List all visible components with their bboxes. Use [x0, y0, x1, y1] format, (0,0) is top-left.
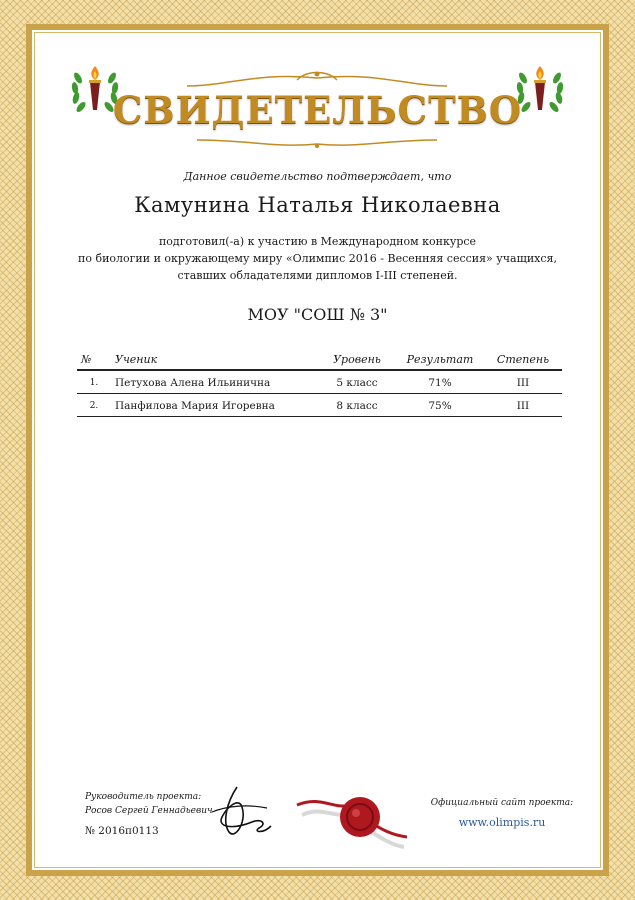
- row-result: 75%: [396, 394, 484, 417]
- description-line: по биологии и окружающему миру «Олимпис 2016 - Весенняя сессия» учащихся,: [78, 252, 557, 265]
- leader-label: Руководитель проекта:: [85, 792, 202, 802]
- row-student: Панфилова Мария Игоревна: [111, 394, 318, 417]
- description: [32, 233, 603, 284]
- row-degree: III: [484, 370, 562, 394]
- header-num: №: [77, 349, 111, 370]
- certificate-title: СВИДЕТЕЛЬСТВО: [112, 88, 523, 132]
- header-level: Уровень: [318, 349, 396, 370]
- site-label: Официальный сайт проекта:: [430, 798, 574, 808]
- confirm-text: Данное свидетельство подтверждает, что: [183, 170, 452, 183]
- recipient-name: Камунина Наталья Николаевна: [134, 193, 501, 217]
- wax-seal-icon: [292, 775, 412, 855]
- row-level: 5 класс: [318, 370, 396, 394]
- official-site-block: [427, 798, 577, 829]
- row-num: 1.: [77, 370, 111, 394]
- certificate-number: № 2016п0113: [85, 825, 159, 837]
- header-degree: Степень: [484, 349, 562, 370]
- table-row: [77, 370, 562, 394]
- certificate-frame: [26, 24, 609, 876]
- row-result: 71%: [396, 370, 484, 394]
- row-degree: III: [484, 394, 562, 417]
- school-name: МОУ "СОШ № 3": [247, 305, 388, 324]
- header-student: Ученик: [111, 349, 318, 370]
- site-link[interactable]: www.olimpis.ru: [458, 816, 546, 829]
- table-header-row: [77, 349, 562, 370]
- row-level: 8 класс: [318, 394, 396, 417]
- signature-mark: [207, 782, 277, 842]
- row-student: Петухова Алена Ильинична: [111, 370, 318, 394]
- project-leader-block: [85, 790, 213, 838]
- header-result: Результат: [396, 349, 484, 370]
- title-ornament-bottom: [177, 134, 457, 152]
- leader-name: Росов Сергей Геннадьевич: [85, 806, 213, 816]
- row-num: 2.: [77, 394, 111, 417]
- table-row: [77, 394, 562, 417]
- description-line: ставших обладателями дипломов I-III степеней.: [177, 269, 458, 282]
- description-line: подготовил(-а) к участию в Международном конкурсе: [158, 235, 477, 248]
- results-table: [77, 349, 562, 417]
